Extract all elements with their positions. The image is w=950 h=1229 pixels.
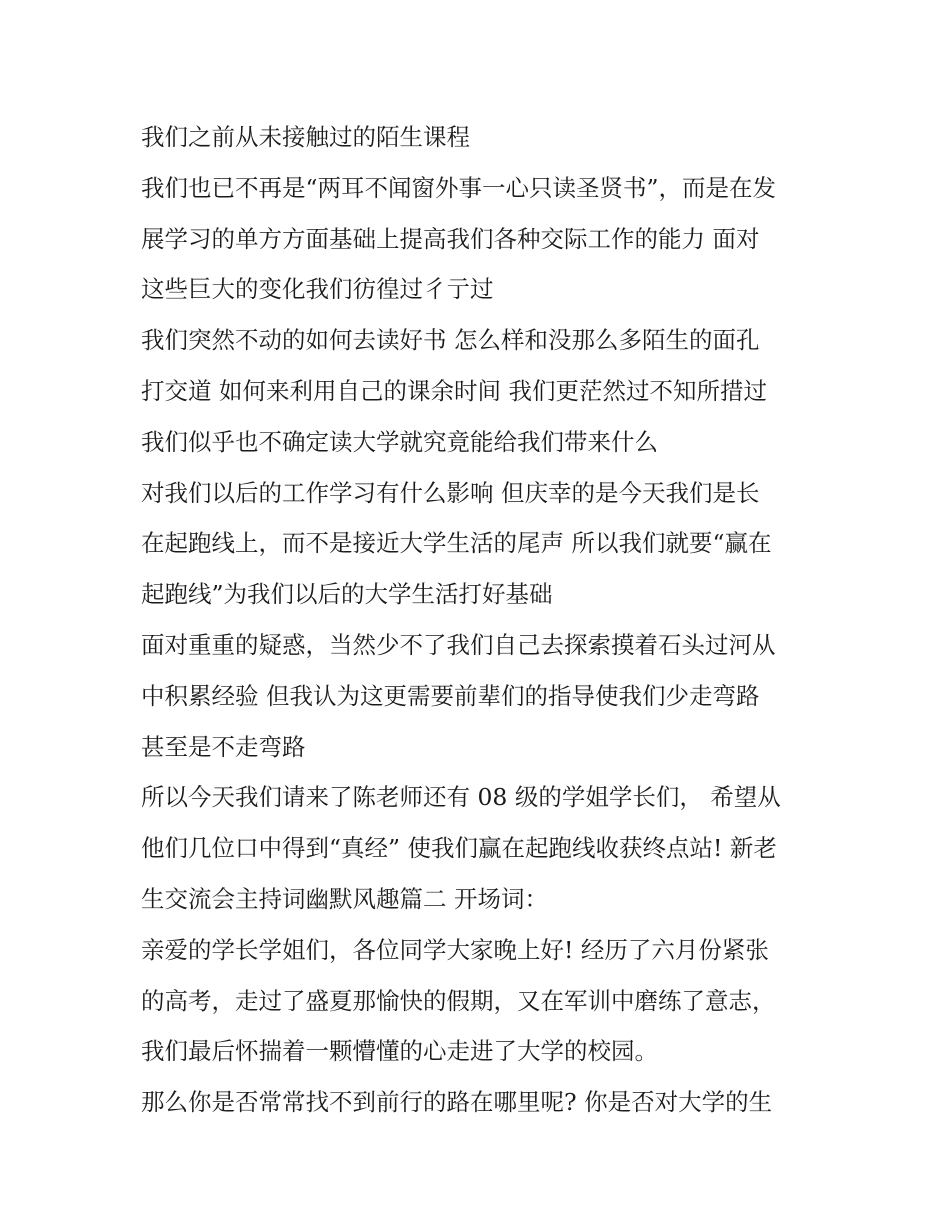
text-line: 他们几位口中得到“真经” 使我们赢在起跑线收获终点站! 新老 xyxy=(141,834,777,863)
text-line: 甚至是不走弯路 xyxy=(141,732,306,761)
text-line: 展学习的单方方面基础上提高我们各种交际工作的能力 面对 xyxy=(141,224,760,253)
text-line: 的高考，走过了盛夏那愉快的假期，又在军训中磨练了意志， xyxy=(141,986,776,1015)
text-line: 中积累经验 但我认为这更需要前辈们的指导使我们少走弯路 xyxy=(141,681,760,710)
text-line: 亲爱的学长学姐们，各位同学大家晚上好! 经历了六月份紧张 xyxy=(141,935,769,964)
text-line: 面对重重的疑惑，当然少不了我们自己去探索摸着石头过河从 xyxy=(141,630,776,659)
text-line: 起跑线”为我们以后的大学生活打好基础 xyxy=(141,580,553,609)
text-line: 对我们以后的工作学习有什么影响 但庆幸的是今天我们是长 xyxy=(141,478,760,507)
text-line: 我们之前从未接触过的陌生课程 xyxy=(141,123,470,151)
text-line: 在起跑线上，而不是接近大学生活的尾声 所以我们就要“赢在 xyxy=(141,529,772,558)
text-line: 这些巨大的变化我们彷徨过彳亍过 xyxy=(141,275,494,304)
document-body xyxy=(141,112,821,1128)
text-line: 我们也已不再是“两耳不闻窗外事一心只读圣贤书”，而是在发 xyxy=(141,173,777,202)
text-line: 生交流会主持词幽默风趣篇二 开场词： xyxy=(141,884,548,913)
text-line: 我们最后怀揣着一颗懵懂的心走进了大学的校园。 xyxy=(141,1037,658,1066)
text-line: 我们似乎也不确定读大学就究竟能给我们带来什么 xyxy=(141,427,658,456)
text-line: 打交道 如何来利用自己的课余时间 我们更茫然过不知所措过 xyxy=(141,376,767,405)
text-line: 那么你是否常常找不到前行的路在哪里呢? 你是否对大学的生 xyxy=(141,1088,773,1117)
text-line: 我们突然不动的如何去读好书 怎么样和没那么多陌生的面孔 xyxy=(141,326,760,355)
text-line: 所以今天我们请来了陈老师还有 08 级的学姐学长们， 希望从 xyxy=(141,783,781,812)
